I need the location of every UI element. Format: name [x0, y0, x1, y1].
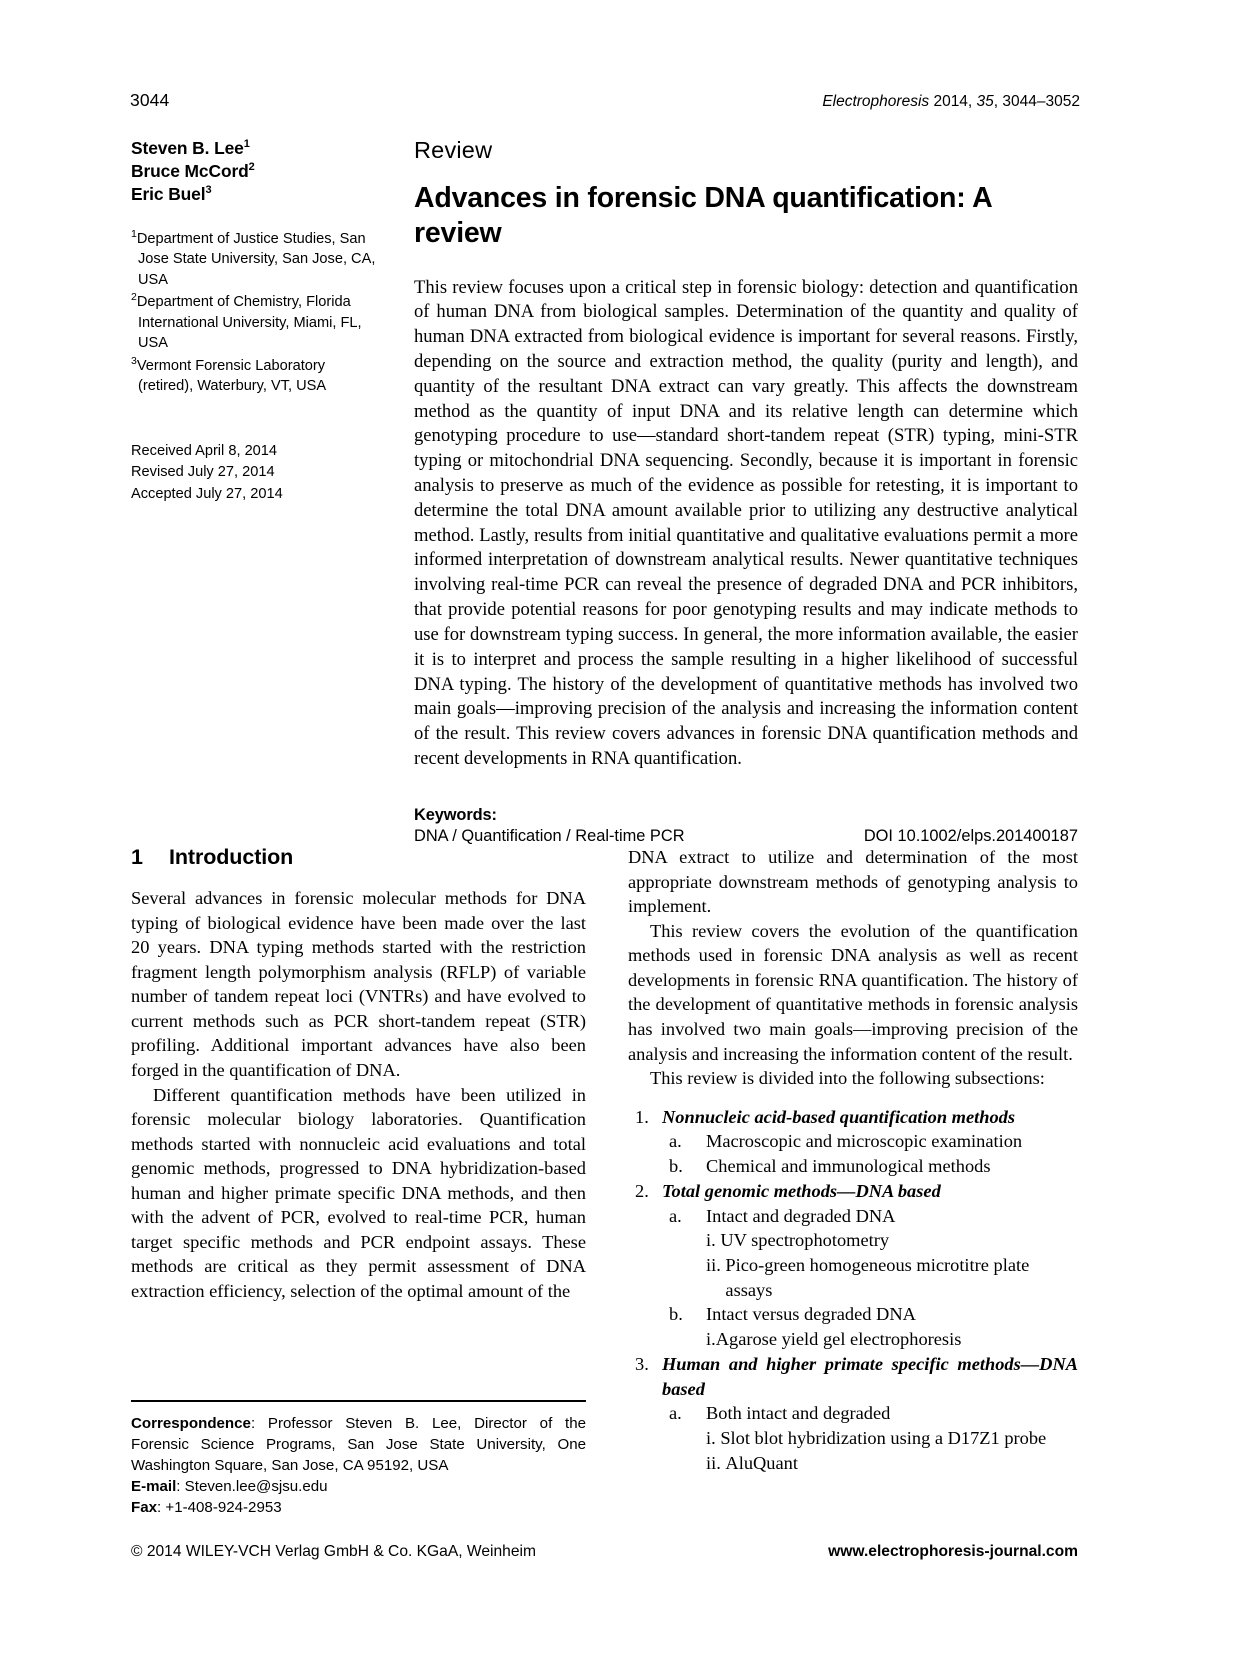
outline-marker: a.	[669, 1403, 682, 1424]
paragraph: This review is divided into the following subsections:	[650, 1068, 1045, 1089]
outline-item	[706, 1253, 1078, 1302]
affiliation-entry	[131, 354, 383, 397]
outline-marker: 3.	[635, 1354, 649, 1375]
outline-label: Nonnucleic acid-based quantification methods	[662, 1106, 1016, 1127]
outline-marker: b.	[669, 1155, 683, 1176]
outline-label: Macroscopic and microscopic examination	[706, 1131, 1023, 1152]
affiliation-text: Department of Justice Studies, San Jose State University, San Jose, CA, USA	[136, 230, 376, 288]
correspondence-label: Correspondence	[131, 1415, 251, 1432]
outline-marker: 2.	[635, 1181, 649, 1202]
journal-website-link[interactable]: www.electrophoresis-journal.com	[828, 1543, 1078, 1560]
correspondence-block	[131, 1400, 586, 1519]
page-title: Advances in forensic DNA quantification: A review	[414, 182, 992, 249]
outline-item	[669, 1204, 1078, 1229]
outline-item	[706, 1327, 1078, 1352]
author-entry	[131, 137, 383, 160]
author-entry	[131, 160, 383, 183]
author-name: Steven B. Lee	[131, 138, 244, 158]
affiliation-marker: 1	[131, 227, 137, 240]
affiliation-text: Vermont Forensic Laboratory (retired), Waterbury, VT, USA	[136, 357, 327, 395]
journal-year: 2014,	[929, 93, 977, 110]
outline-item	[706, 1228, 1078, 1253]
footnote-rule	[131, 1400, 586, 1402]
outline-item	[628, 1352, 1078, 1401]
journal-pages: , 3044–3052	[993, 93, 1080, 110]
paragraph: Different quantification methods have been utilized in forensic molecular biology laboratories. Quantification methods started with nonnucleic acid evaluations and total genomic methods, progressed to DNA hybridization-based human and higher primate specific DNA methods, and then with the advent of PCR, evolved to real-time PCR, human target specific methods and PCR endpoint assays. These methods are critical as they permit assessment of DNA extraction efficiency, selection of the optimal amount of the	[131, 1084, 586, 1301]
keywords-row	[414, 827, 1078, 846]
running-head	[130, 90, 1080, 111]
author-entry	[131, 183, 383, 206]
doi-text: DOI 10.1002/elps.201400187	[863, 826, 1078, 845]
section-heading-introduction	[131, 845, 586, 870]
fax-number: : +1-408-924-2953	[157, 1498, 282, 1516]
affiliation-entry	[131, 290, 383, 354]
outline-item	[669, 1154, 1078, 1179]
section-title: Introduction	[169, 845, 294, 869]
right-text-column	[628, 845, 1078, 1475]
fax-line	[131, 1498, 586, 1519]
affiliation-list	[131, 227, 383, 397]
outline-marker: i.	[706, 1328, 716, 1349]
outline-marker: i.	[706, 1230, 721, 1251]
author-affil-marker: 2	[248, 161, 255, 174]
masthead-author-column	[131, 137, 383, 505]
author-name: Bruce McCord	[131, 160, 249, 181]
outline-marker: i.	[706, 1427, 721, 1448]
date-revised: Revised July 27, 2014	[131, 464, 275, 481]
outline-item	[706, 1451, 1078, 1476]
article-type-label: Review	[414, 137, 493, 163]
outline-label: UV spectrophotometry	[720, 1230, 890, 1251]
outline-marker: ii.	[706, 1255, 726, 1275]
subsection-outline-list	[628, 1105, 1078, 1475]
author-list	[131, 137, 383, 206]
fax-label: Fax	[131, 1498, 158, 1516]
date-received: Received April 8, 2014	[131, 442, 278, 459]
outline-label: AluQuant	[725, 1452, 798, 1473]
copyright-notice: © 2014 WILEY-VCH Verlag GmbH & Co. KGaA, Weinheim	[131, 1543, 536, 1560]
journal-name: Electrophoresis	[822, 93, 930, 110]
author-affil-marker: 1	[243, 138, 250, 151]
paragraph: Several advances in forensic molecular methods for DNA typing of biological evidence have been made over the last 20 years. DNA typing methods started with the restriction fragment length polymorphism analysis (RFLP) of variable number of tandem repeat loci (VNTRs) and have evolved to current methods such as PCR short-tandem repeat (STR) profiling. Additional important advances have also been forged in the quantification of DNA.	[131, 888, 586, 1080]
outline-item	[669, 1302, 1078, 1327]
outline-marker: a.	[669, 1131, 682, 1152]
outline-marker: ii.	[706, 1452, 726, 1473]
outline-item	[628, 1179, 1078, 1204]
outline-item	[706, 1426, 1078, 1451]
date-accepted: Accepted July 27, 2014	[131, 485, 283, 502]
paragraph: This review covers the evolution of the quantification methods used in forensic DNA analysis as well as recent developments in forensic RNA quantification. The history of the development of quantitative methods in forensic analysis has involved two main goals—improving precision of the analysis and increasing the information content of the result.	[628, 920, 1078, 1064]
section-number: 1	[131, 845, 143, 869]
outline-label: Human and higher primate specific methods—DNA based	[662, 1354, 1078, 1399]
outline-label: Slot blot hybridization using a D17Z1 probe	[720, 1427, 1047, 1448]
outline-label: Chemical and immunological methods	[706, 1155, 991, 1176]
left-text-column	[131, 845, 586, 1304]
outline-item	[669, 1401, 1078, 1426]
outline-label: Both intact and degraded	[706, 1403, 891, 1424]
outline-label: Agarose yield gel electrophoresis	[715, 1328, 962, 1349]
correspondence-line	[131, 1414, 586, 1477]
affiliation-marker: 3	[131, 355, 137, 367]
journal-citation-line	[822, 93, 1080, 111]
submission-dates	[131, 441, 383, 505]
outline-label: Intact and degraded DNA	[706, 1205, 896, 1226]
correspondence-address: : Professor Steven B. Lee, Director of the Forensic Science Programs, San Jose State University, One Washington Square, San Jose, CA 95192, USA	[131, 1415, 586, 1474]
email-address[interactable]: : Steven.lee@sjsu.edu	[176, 1477, 328, 1495]
affiliation-entry	[131, 227, 383, 291]
outline-item	[669, 1129, 1078, 1154]
keywords-list: DNA / Quantification / Real-time PCR	[414, 826, 685, 845]
article-header-column	[414, 137, 1078, 846]
email-line	[131, 1477, 586, 1498]
outline-label: Total genomic methods—DNA based	[662, 1181, 941, 1202]
outline-marker: b.	[669, 1304, 683, 1325]
keywords-block	[414, 806, 1078, 846]
author-affil-marker: 3	[205, 184, 212, 197]
outline-marker: a.	[669, 1205, 682, 1226]
paragraph: DNA extract to utilize and determination of the most appropriate downstream methods of genotyping analysis to implement.	[628, 847, 1078, 917]
journal-volume: 35	[976, 93, 994, 110]
affiliation-text: Department of Chemistry, Florida International University, Miami, FL, USA	[136, 294, 362, 352]
page-folio: 3044	[130, 90, 170, 110]
outline-marker: 1.	[635, 1106, 649, 1127]
author-name: Eric Buel	[131, 183, 206, 204]
email-label: E-mail	[131, 1477, 177, 1495]
abstract-text: This review focuses upon a critical step in forensic biology: detection and quantification of human DNA from biological samples. Determination of the quantity and quality of human DNA extracted from biological evidence is important for several reasons. Firstly, depending on the source and extraction method, the quality (purity and length), and quantity of the resultant DNA extract can vary greatly. This affects the downstream method as the quantity of input DNA and its relative length can determine which genotyping procedure to use—standard short-tandem repeat (STR) typing, mini-STR typing or mitochondrial DNA sequencing. Secondly, because it is important in forensic analysis to preserve as much of the evidence as possible for retesting, it is important to determine the total DNA amount available prior to utilizing any destructive analytical method. Lastly, results from initial quantitative and qualitative evaluations permit a more informed interpretation of downstream analytical results. Newer quantitative techniques involving real-time PCR can reveal the presence of degraded DNA and PCR inhibitors, that provide potential reasons for poor genotyping results and may indicate methods to use for downstream typing success. In general, the more information available, the easier it is to interpret and process the sample resulting in a higher likelihood of successful DNA typing. The history of the development of quantitative methods has involved two main goals—improving precision of the analysis and increasing the information content of the result. This review covers advances in forensic DNA quantification methods and recent developments in RNA quantification.	[414, 276, 1078, 769]
page-footer	[131, 1543, 1078, 1561]
outline-item	[628, 1105, 1078, 1130]
outline-label: Pico-green homogeneous microtitre plate assays	[725, 1255, 1030, 1300]
affiliation-marker: 2	[131, 291, 137, 304]
keywords-label: Keywords:	[414, 805, 497, 824]
outline-label: Intact versus degraded DNA	[706, 1304, 916, 1325]
